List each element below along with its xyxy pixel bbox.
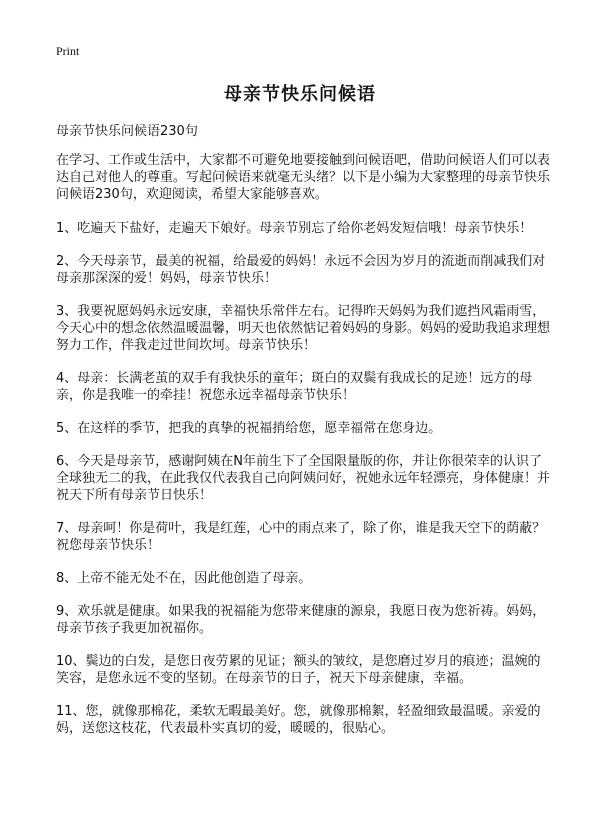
greeting-item: 9、欢乐就是健康。如果我的祝福能为您带来健康的源泉，我愿日夜为您祈祷。妈妈，母亲节孩子我更加祝福你。 <box>56 604 546 636</box>
greeting-item: 7、母亲呵！你是荷叶，我是红莲，心中的雨点来了，除了你，谁是我天空下的荫蔽？祝您母亲节快乐！ <box>56 521 546 553</box>
intro-paragraph: 在学习、工作或生活中，大家都不可避免地要接触到问候语吧，借助问候语人们可以表达自己对他人的尊重。写起问候语来就毫无头绪？以下是小编为大家整理的母亲节快乐问候语230句，欢迎阅读，希望大家能够喜欢。 <box>56 153 551 202</box>
greeting-item: 6、今天是母亲节，感谢阿姨在N年前生下了全国限量版的你，并让你很荣幸的认识了全球独无二的我，在此我仅代表我自己向阿姨问好，祝她永远年轻漂亮，身体健康！并祝天下所有母亲节日快乐！ <box>56 454 551 503</box>
greeting-item: 3、我要祝愿妈妈永远安康，幸福快乐常伴左右。记得昨天妈妈为我们遮挡风霜雨雪，今天心中的想念依然温暖温馨，明天也依然惦记着妈妈的身影。妈妈的爱助我追求理想努力工作，伴我走过世间坎坷。母亲节快乐！ <box>56 304 551 353</box>
greeting-item: 1、吃遍天下盐好，走遍天下娘好。母亲节别忘了给你老妈发短信哦！母亲节快乐！ <box>56 221 533 236</box>
greeting-item: 8、上帝不能无处不在，因此他创造了母亲。 <box>56 571 312 586</box>
page-title: 母亲节快乐问候语 <box>224 84 376 105</box>
page-subtitle: 母亲节快乐问候语230句 <box>56 124 198 139</box>
print-link[interactable]: Print <box>56 44 80 58</box>
article-body <box>56 152 550 753</box>
greeting-item: 2、今天母亲节，最美的祝福，给最爱的妈妈！永远不会因为岁月的流逝而削减我们对母亲那深深的爱！妈妈，母亲节快乐！ <box>56 254 546 286</box>
greeting-item: 4、母亲：长满老茧的双手有我快乐的童年；斑白的双鬓有我成长的足迹！远方的母亲，你是我唯一的牵挂！祝您永远幸福母亲节快乐！ <box>56 371 533 403</box>
greeting-item: 5、在这样的季节，把我的真挚的祝福捎给您，愿幸福常在您身边。 <box>56 421 442 436</box>
greeting-item: 11、您，就像那棉花，柔软无暇最美好。您，就像那棉絮，轻盈细致最温暖。亲爱的妈，送您这枝花，代表最朴实真切的爱，暖暖的，很贴心。 <box>56 704 541 736</box>
greeting-item: 10、鬓边的白发，是您日夜劳累的见证；额头的皱纹，是您磨过岁月的痕迹；温婉的笑容，是您永远不变的坚韧。在母亲节的日子，祝天下母亲健康，幸福。 <box>56 654 541 686</box>
